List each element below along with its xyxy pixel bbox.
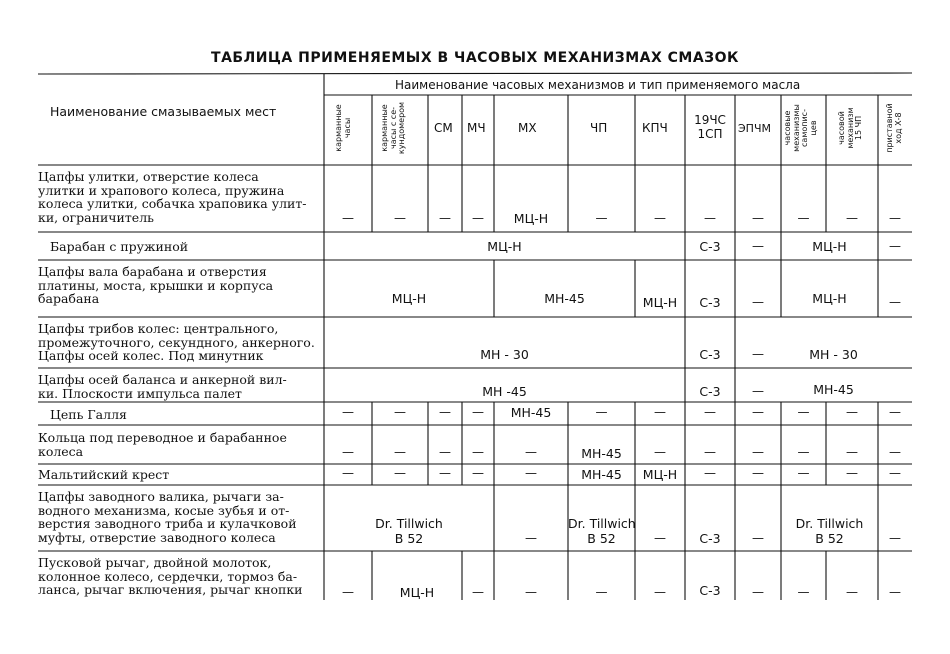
cell-value: МН-45 bbox=[581, 446, 622, 461]
group-header-label: Наименование часовых механизмов и тип применяемого масла bbox=[395, 78, 801, 92]
cell-dash: — bbox=[595, 585, 608, 599]
cell-dash: — bbox=[439, 211, 451, 225]
col-mx-label: МХ bbox=[518, 121, 537, 135]
cell-dash: — bbox=[525, 466, 537, 480]
cell-dash: — bbox=[472, 211, 484, 225]
cell-dash: — bbox=[889, 466, 901, 480]
cell-value: Dr. Tillwich B 52 bbox=[795, 516, 864, 546]
row-label-10: Пусковой рычаг, двойной молоток, колонное колесо, сердечки, тормоз ба- ланса, рычаг включения, рычаг кнопки bbox=[38, 555, 303, 598]
cell-dash: — bbox=[704, 211, 716, 225]
cell-dash: — bbox=[394, 466, 406, 480]
cell-dash: — bbox=[704, 405, 716, 419]
cell-dash: — bbox=[439, 466, 451, 480]
cell-dash: — bbox=[752, 295, 764, 309]
row-label-3: Цапфы вала барабана и отверстия платины, моста, крышки и корпуса барабана bbox=[38, 264, 274, 307]
col-pocketsk-label: карманные часы с се- кундомером bbox=[380, 101, 406, 155]
cell-dash: — bbox=[846, 211, 858, 225]
cell-dash: — bbox=[394, 445, 406, 459]
cell-dash: — bbox=[704, 466, 716, 480]
cell-dash: — bbox=[472, 405, 484, 419]
col-auto-label: часовые механизмы самопис- цев bbox=[783, 104, 818, 152]
cell-value: МН-45 bbox=[581, 467, 622, 482]
cell-dash: — bbox=[654, 585, 666, 599]
cell-dash: — bbox=[889, 531, 901, 545]
col-sm-label: СМ bbox=[434, 121, 453, 135]
cell-dash: — bbox=[472, 466, 484, 480]
cell-dash: — bbox=[704, 445, 716, 459]
col-epchm-label: ЭПЧМ bbox=[738, 122, 771, 135]
col-19chs-label: 19ЧС 1СП bbox=[694, 113, 726, 141]
cell-dash: — bbox=[752, 531, 764, 545]
cell-value: Dr. Tillwich B 52 bbox=[375, 516, 443, 546]
cell-dash: — bbox=[342, 405, 354, 419]
cell-dash: — bbox=[752, 405, 764, 419]
col-kpch-label: КПЧ bbox=[642, 121, 668, 135]
cell-dash: — bbox=[595, 211, 608, 225]
cell-dash: — bbox=[342, 466, 354, 480]
cell-value: Dr. Tillwich B 52 bbox=[568, 516, 636, 546]
row-label-2: Барабан с пружиной bbox=[50, 239, 189, 254]
cell-dash: — bbox=[797, 585, 810, 599]
cell-dash: — bbox=[342, 211, 354, 225]
cell-dash: — bbox=[439, 405, 451, 419]
cell-dash: — bbox=[654, 531, 666, 545]
cell-dash: — bbox=[846, 466, 858, 480]
row-label-4: Цапфы трибов колес: центрального, промежуточного, секундного, анкерного. Цапфы осей колес. Под минутник bbox=[38, 321, 315, 364]
cell-value: С-3 bbox=[699, 295, 721, 310]
cell-dash: — bbox=[752, 347, 764, 361]
row-label-8: Мальтийский крест bbox=[38, 467, 170, 482]
cell-dash: — bbox=[654, 445, 666, 459]
cell-value: С-3 bbox=[699, 384, 721, 399]
cell-dash: — bbox=[525, 445, 537, 459]
cell-dash: — bbox=[439, 445, 451, 459]
cell-dash: — bbox=[846, 585, 858, 599]
page-title: ТАБЛИЦА ПРИМЕНЯЕМЫХ В ЧАСОВЫХ МЕХАНИЗМАХ СМАЗОК bbox=[211, 50, 739, 66]
cell-dash: — bbox=[889, 405, 901, 419]
cell-dash: — bbox=[797, 405, 810, 419]
row-header-label: Наименование смазываемых мест bbox=[50, 104, 277, 119]
cell-dash: — bbox=[525, 585, 537, 599]
cell-dash: — bbox=[797, 466, 810, 480]
cell-dash: — bbox=[797, 445, 810, 459]
cell-value: МН-45 bbox=[813, 382, 854, 397]
cell-dash: — bbox=[342, 585, 354, 599]
cell-dash: — bbox=[595, 405, 608, 419]
cell-dash: — bbox=[394, 405, 406, 419]
cell-dash: — bbox=[654, 211, 666, 225]
cell-dash: — bbox=[752, 384, 764, 398]
cell-dash: — bbox=[472, 585, 484, 599]
cell-dash: — bbox=[472, 445, 484, 459]
cell-dash: — bbox=[394, 211, 406, 225]
cell-dash: — bbox=[889, 211, 901, 225]
cell-dash: — bbox=[889, 445, 901, 459]
cell-dash: — bbox=[525, 531, 537, 545]
cell-dash: — bbox=[752, 445, 764, 459]
cell-value: С-3 bbox=[699, 583, 721, 598]
cell-value: МЦ-Н bbox=[642, 295, 678, 310]
col-mech15-label: часовой механизм 15 ЧП bbox=[837, 107, 863, 149]
cell-value: МН -45 bbox=[482, 384, 527, 399]
cell-value: МН - 30 bbox=[480, 347, 529, 362]
cell-value: С-3 bbox=[699, 531, 721, 546]
cell-value: МЦ-Н bbox=[812, 291, 847, 306]
cell-value: МЦ-Н bbox=[642, 467, 678, 482]
cell-dash: — bbox=[342, 445, 354, 459]
cell-value: МЦ-Н bbox=[812, 239, 847, 254]
cell-value: МН - 30 bbox=[809, 347, 858, 362]
cell-value: МЦ-Н bbox=[487, 239, 522, 254]
cell-dash: — bbox=[752, 239, 764, 253]
cell-value: С-3 bbox=[699, 347, 721, 362]
cell-dash: — bbox=[752, 585, 764, 599]
row-label-7: Кольца под переводное и барабанное колеса bbox=[38, 430, 287, 459]
cell-value: МЦ-Н bbox=[391, 291, 427, 306]
cell-dash: — bbox=[889, 295, 901, 309]
cell-value: МН-45 bbox=[510, 405, 552, 420]
cell-dash: — bbox=[752, 211, 764, 225]
col-pocket-label: карманные часы bbox=[334, 104, 352, 152]
cell-dash: — bbox=[889, 239, 901, 253]
cell-dash: — bbox=[846, 405, 858, 419]
cell-dash: — bbox=[797, 211, 810, 225]
cell-dash: — bbox=[889, 585, 901, 599]
row-label-6: Цепь Галля bbox=[50, 407, 127, 422]
cell-dash: — bbox=[654, 405, 666, 419]
row-label-5: Цапфы осей баланса и анкерной вил- ки. Плоскости импульса палет bbox=[38, 372, 287, 401]
cell-value: МЦ-Н bbox=[513, 211, 549, 226]
row-label-9: Цапфы заводного валика, рычаги за- водного механизма, косые зубья и от- верстия заводного триба и кулачковой муфты, отверстие заводного колеса bbox=[38, 489, 297, 545]
cell-value: МН-45 bbox=[544, 291, 585, 306]
cell-dash: — bbox=[846, 445, 858, 459]
cell-dash: — bbox=[752, 466, 764, 480]
col-chp-label: ЧП bbox=[590, 121, 608, 135]
col-x8-label: приставной ход Х-8 bbox=[885, 103, 903, 153]
cell-value: МЦ-Н bbox=[399, 585, 435, 600]
row-label-1: Цапфы улитки, отверстие колеса улитки и храпового колеса, пружина колеса улитки, собачка храповика улит- ки, ограничитель bbox=[38, 169, 307, 225]
col-mch-label: МЧ bbox=[467, 121, 486, 135]
cell-value: С-3 bbox=[699, 239, 721, 254]
